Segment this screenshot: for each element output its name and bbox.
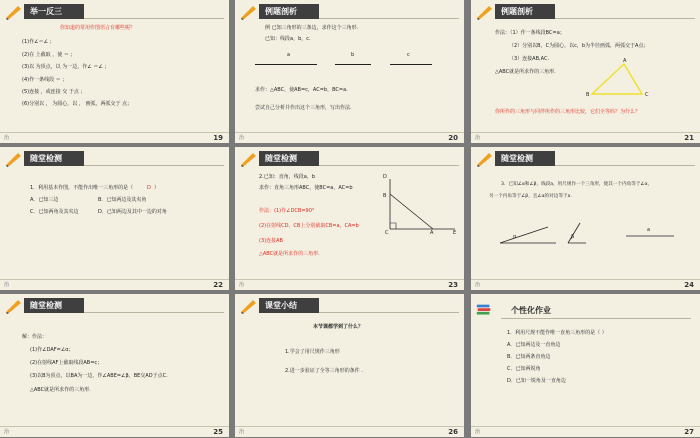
books-icon — [475, 302, 493, 319]
angle-beta-label: β — [571, 234, 575, 240]
option-c: C．已知两锐角 — [507, 366, 541, 372]
triangle-figure — [586, 58, 646, 100]
footer-label: 治 — [4, 282, 10, 288]
option-b: B．已知两边及其夹角 — [98, 197, 147, 203]
slide-23[interactable] — [235, 147, 464, 290]
list-item: (3)以 为顶点，以 为一边，作∠ ＝∠ ； — [22, 64, 110, 70]
slide-20[interactable] — [235, 0, 464, 143]
slide-25[interactable] — [0, 294, 229, 437]
pencil-icon — [239, 150, 259, 167]
segment-c — [390, 64, 432, 65]
slide-title-bar — [0, 297, 229, 314]
slide-title: 例题剖析 — [501, 7, 533, 16]
summary-item: 1.学会了用尺规作三角形 — [285, 349, 340, 355]
slide-number: 27 — [684, 428, 694, 436]
step-text: （2）分别以B，C为圆心，以c，b为半径画弧，两弧交于A点； — [509, 43, 649, 49]
segment-a — [255, 64, 317, 65]
pencil-icon — [4, 297, 24, 314]
summary-heading: 本节课都学到了什么？ — [313, 324, 364, 330]
footer-label: 治 — [475, 429, 481, 435]
option-a: A．已知两边及一直角边 — [507, 342, 561, 348]
slide-title: 课堂小结 — [265, 301, 297, 310]
slide-number: 21 — [684, 134, 694, 142]
segment-a-label: a — [647, 227, 651, 233]
result-text: △ABC就是所求作的三角形. — [259, 251, 320, 257]
footer-label: 治 — [239, 282, 245, 288]
step-text: (3)连接AB — [259, 238, 283, 244]
segment-label-c: c — [407, 52, 410, 58]
option-a: A．已知三边 — [30, 197, 59, 203]
result-text: △ABC就是所求作的三角形. — [495, 69, 556, 75]
option-c: C．已知两角及其夹边 — [30, 209, 79, 215]
slide-number: 25 — [213, 428, 223, 436]
question-text: 你所作的三角形与同伴所作的三角形比较，它们全等吗？为什么？ — [495, 109, 641, 115]
step-text: (2)在射线AF上截取线段AB=c； — [30, 360, 103, 366]
example-text: 例 已知三角形的三条边，求作这个三角形. — [265, 25, 359, 31]
slide-title-bar — [0, 3, 229, 20]
question-text: 你知道的常用作图语言有哪些呢？ — [60, 25, 136, 31]
step-text: 作法：（1）作一条线段BC=a； — [495, 30, 565, 36]
given-text: 2.已知：直角，线段a，b — [259, 174, 316, 180]
point-label-d: D — [383, 174, 387, 180]
slide-title: 随堂检测 — [265, 154, 297, 163]
footer-label: 治 — [239, 429, 245, 435]
footer-label: 治 — [475, 135, 481, 141]
slide-title: 随堂检测 — [501, 154, 533, 163]
step-text: （3）连接AB,AC. — [509, 56, 550, 62]
footer-label: 治 — [475, 282, 481, 288]
segment-label-a: a — [287, 52, 291, 58]
list-item: (5)连接 ，或连接 交 于点 ； — [22, 89, 86, 95]
slide-number: 19 — [213, 134, 223, 142]
slide-22[interactable] — [0, 147, 229, 290]
pencil-icon — [475, 150, 495, 167]
slide-number: 26 — [448, 428, 458, 436]
slide-title-bar — [235, 297, 464, 314]
slide-27[interactable] — [471, 294, 700, 437]
slide-26[interactable] — [235, 294, 464, 437]
footer-label: 治 — [4, 135, 10, 141]
slide-21[interactable] — [471, 0, 700, 143]
point-label-a: A — [430, 230, 434, 236]
slide-title-bar — [471, 150, 700, 167]
point-label-c: C — [385, 230, 389, 236]
option-b: B．已知两条直角边 — [507, 354, 551, 360]
result-text: △ABC就是所求作的三角形. — [30, 387, 91, 393]
slide-number: 22 — [213, 281, 223, 289]
instruction-text: 尝试自己分析并作出这个三角形，写出作法. — [255, 105, 352, 111]
question-text: 另一个内角等于∠β，且∠α的对边等于a. — [489, 194, 572, 199]
slide-title: 举一反三 — [30, 7, 62, 16]
angles-figure — [496, 221, 686, 249]
slide-title: 随堂检测 — [30, 301, 62, 310]
list-item: (6)分别以 ， 为圆心，以 ， 画弧，两弧交于 点； — [22, 101, 133, 107]
slide-title: 个性化作业 — [511, 306, 551, 315]
slide-title: 随堂检测 — [30, 154, 62, 163]
pencil-icon — [475, 3, 495, 20]
construct-text: 求作：直角三角形ABC，使BC=a，AC=b — [259, 185, 353, 191]
vertex-label-a: A — [623, 58, 627, 64]
slide-24[interactable] — [471, 147, 700, 290]
slide-title-bar — [235, 3, 464, 20]
slide-title-bar — [471, 3, 700, 20]
slide-number: 23 — [448, 281, 458, 289]
slide-number: 20 — [448, 134, 458, 142]
slide-number: 24 — [684, 281, 694, 289]
step-text: (2)在射线CD、CB上分别截取CB=a，CA=b — [259, 223, 359, 229]
list-item: (2)在 上截取 ，使 ＝ ； — [22, 52, 76, 58]
pencil-icon — [239, 3, 259, 20]
list-item: (1)作∠＝∠ ； — [22, 39, 55, 45]
angle-alpha-label: α — [513, 234, 517, 240]
footer-label: 治 — [4, 429, 10, 435]
footer-label: 治 — [239, 135, 245, 141]
slide-title-bar — [0, 150, 229, 167]
slide-title: 例题剖析 — [265, 7, 297, 16]
step-text: (1)作∠DAF=∠α； — [30, 347, 74, 353]
pencil-icon — [4, 150, 24, 167]
question-text: 1．利用尺规不能作唯一直角三角形的是（ ） — [507, 330, 607, 336]
point-label-b: B — [383, 193, 387, 199]
slide-19[interactable] — [0, 0, 229, 143]
segment-label-b: b — [351, 52, 355, 58]
answer-text: D — [147, 185, 151, 191]
segment-b — [335, 64, 371, 65]
vertex-label-b: B — [586, 92, 590, 98]
question-text: 1．利用基本作图，不能作出唯一三角形的是（ — [30, 185, 134, 191]
solution-text: 解：作法： — [22, 334, 48, 340]
right-triangle-figure — [385, 177, 460, 233]
point-label-e: E — [453, 230, 457, 236]
given-text: 已知：线段a，b，c. — [265, 36, 311, 42]
pencil-icon — [239, 297, 259, 314]
option-d: D．已知一锐角及一直角边 — [507, 378, 566, 384]
step-text: 作法：(1)作∠DCB=90° — [259, 208, 315, 214]
summary-item: 2.进一步验证了全等三角形的条件 . — [285, 368, 363, 374]
question-close: ） — [154, 185, 160, 191]
vertex-label-c: C — [645, 92, 649, 98]
pencil-icon — [4, 3, 24, 20]
list-item: (4)作一条线段 ＝ ； — [22, 77, 68, 83]
option-d: D．已知两边及其中一边的对角 — [98, 209, 167, 215]
slide-title-bar — [471, 302, 700, 319]
step-text: (3)以B为顶点，以BA为一边，作∠ABE=∠β，BE交AD于点C. — [30, 373, 168, 379]
construct-text: 求作：△ABC，使AB=c，AC=b，BC=a. — [255, 87, 348, 93]
slide-title-bar — [235, 150, 464, 167]
question-text: 3．已知∠α和∠β，线段a，用尺规作一个三角形，使其一个内角等于∠α， — [501, 182, 653, 187]
